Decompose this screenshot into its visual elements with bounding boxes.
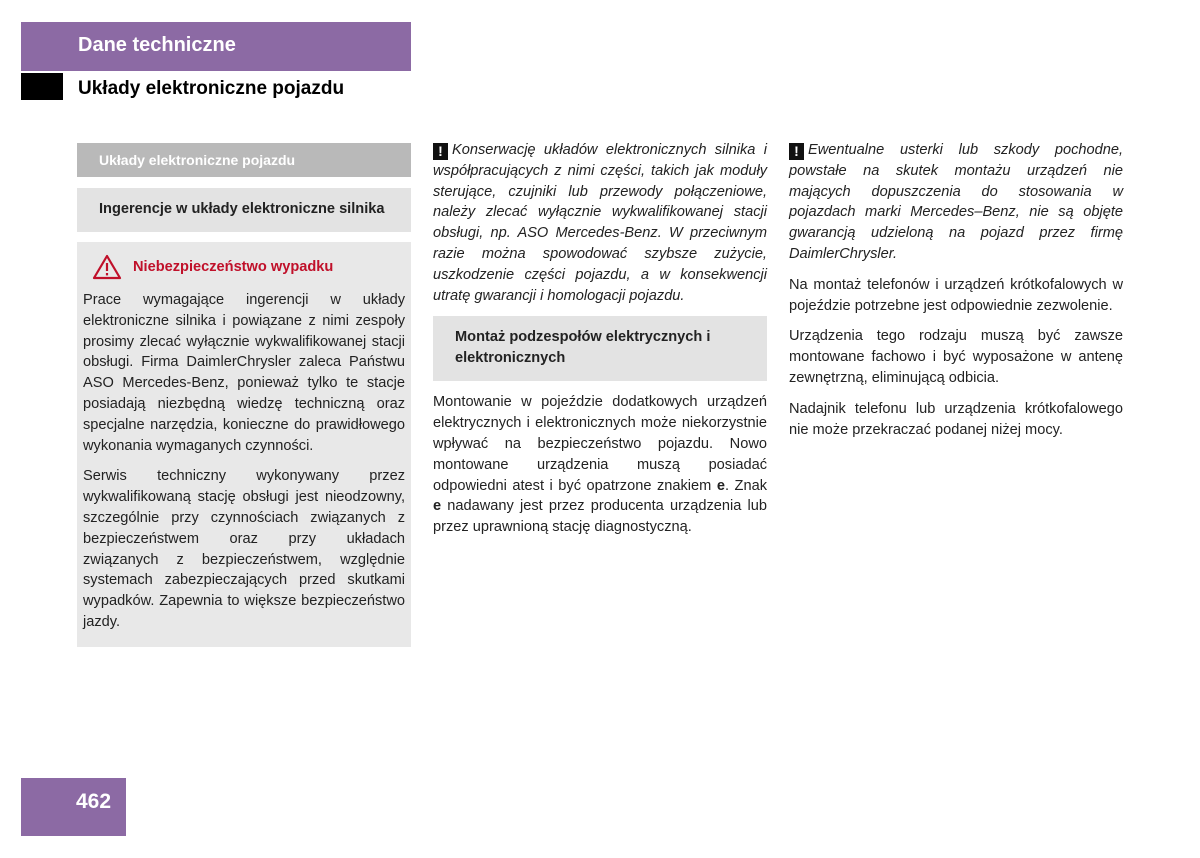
section-title: Dane techniczne	[78, 34, 236, 56]
body-paragraph: Na montaż telefonów i urządzeń krótkofalowych w pojeździe potrzebne jest odpowiednie zezwolenie.	[789, 276, 1123, 314]
caution-note-text: Ewentualne usterki lub szkody pochodne, powstałe na skutek montażu urządzeń nie mających dopuszczenia do stosowania w pojazdach marki Mercedes–Benz, nie są objęte gwarancją udzieloną na pojazd przez firmę DaimlerChrysler.	[789, 142, 1123, 262]
warning-header	[83, 250, 405, 284]
exclamation-icon: !	[433, 143, 448, 160]
column-middle	[433, 140, 767, 548]
body-text: . Znak	[724, 477, 767, 494]
column-right	[789, 140, 1123, 450]
section-heading-box: Montaż podzespołów elektrycznych i elektronicznych	[433, 316, 767, 381]
caution-note	[789, 140, 1123, 265]
mark-e: e	[716, 477, 725, 494]
section-heading-box: Ingerencje w układy elektroniczne silnika	[77, 188, 411, 232]
caution-note-text: Konserwację układów elektronicznych silnika i współpracujących z nimi części, takich jak moduły sterujące, czujniki lub przewody połączeniowe, należy zlecać wyłącznie wykwalifikowanej stacji obsługi, np. ASO Mercedes-Benz. W przeciwnym razie można spowodować szybsze zużycie, uszkodzenie części pojazdu, a w konsekwencji utratę gwarancji i homologacji pojazdu.	[433, 142, 767, 304]
warning-title: Niebezpieczeństwo wypadku	[133, 259, 334, 275]
mark-e: e	[433, 498, 442, 515]
warning-paragraph: Prace wymagające ingerencji w układy elektroniczne silnika i powiązane z nimi zespoły prosimy zlecać wyłącznie wykwalifikowanej stacji obsługi. Firma DaimlerChrysler zaleca Państwu ASO Mercedes-Benz, ponieważ tylko te stacje posiadają niezbędną wiedzę techniczną oraz specjalne narzędzia, konieczne do prawidłowego wykonania wymaganych czynności.	[83, 292, 405, 454]
body-text: Montowanie w pojeździe dodatkowych urządzeń elektrycznych i elektronicznych może niekorzystnie wpływać na bezpieczeństwo pojazdu. Nowo montowane urządzenia muszą posiadać odpowiedni atest i być opatrzone znakiem	[433, 394, 767, 494]
exclamation-icon: !	[789, 143, 804, 160]
warning-box	[77, 242, 411, 647]
body-paragraph: Nadajnik telefonu lub urządzenia krótkofalowego nie może przekraczać podanej niżej mocy.	[789, 400, 1123, 438]
caution-note	[433, 140, 767, 306]
page-subtitle: Układy elektroniczne pojazdu	[78, 78, 345, 99]
body-paragraph	[433, 392, 767, 538]
body-paragraph: Urządzenia tego rodzaju muszą być zawsze montowane fachowo i być wyposażone w antenę zewnętrzną, eliminującą odbicia.	[789, 328, 1123, 386]
page-number: 462	[76, 790, 112, 813]
warning-triangle-icon	[92, 254, 122, 280]
column-left	[77, 140, 411, 647]
warning-paragraph: Serwis techniczny wykonywany przez wykwalifikowaną stację obsługi jest nieodzowny, szczególnie przy czynnościach związanych z bezpieczeństwem oraz przy układach związanych z bezpieczeństwem, względnie systemach zabezpieczających przed skutkami wypadków. Zapewnia to większe bezpieczeństwo jazdy.	[83, 468, 405, 630]
topic-bar: Układy elektroniczne pojazdu	[77, 143, 411, 177]
subtitle-marker	[21, 73, 63, 100]
body-text: nadawany jest przez producenta urządzenia lub przez uprawnioną stację diagnostyczną.	[433, 498, 767, 536]
